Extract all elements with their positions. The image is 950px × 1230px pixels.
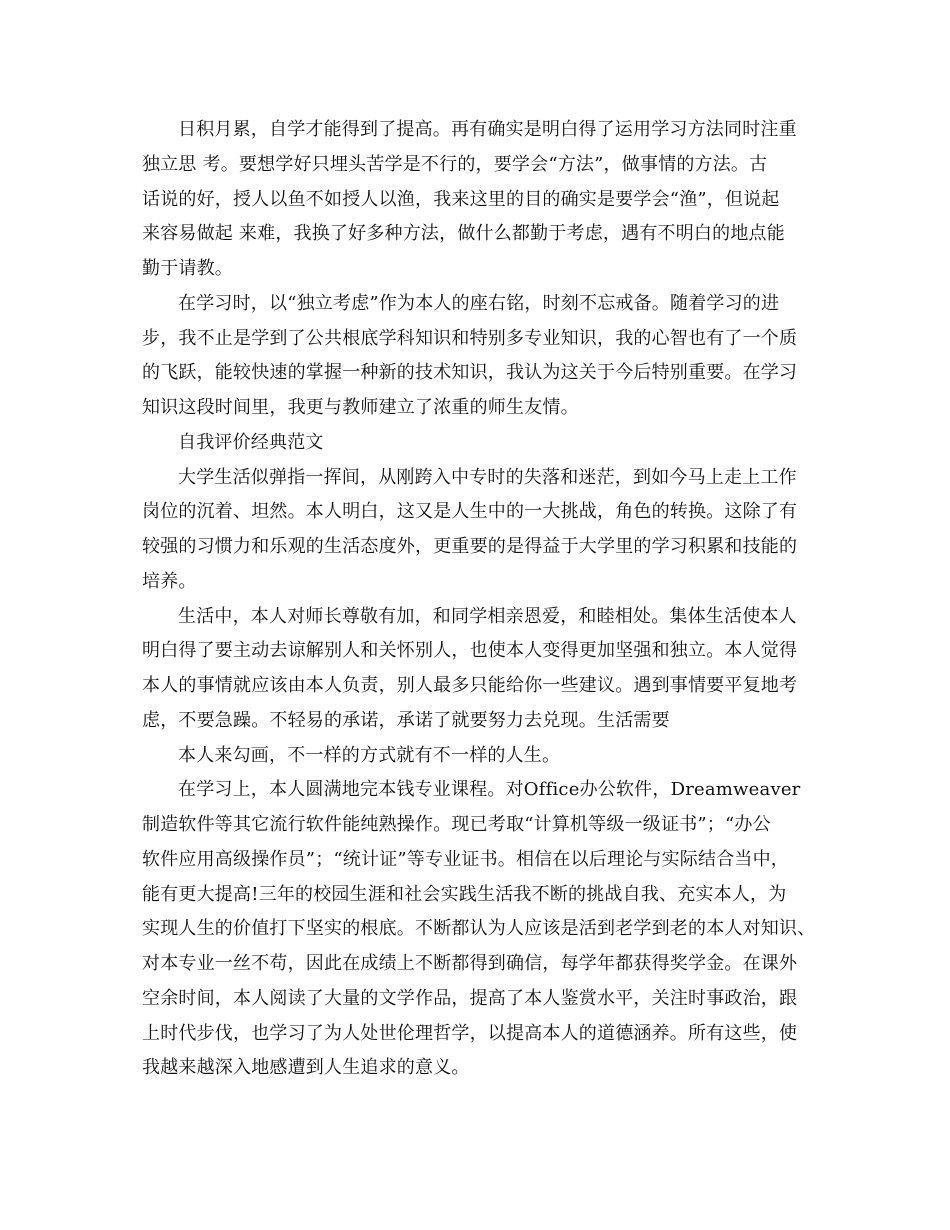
text-line: 勤于请教。 — [142, 258, 233, 279]
text-line: 步，我不止是学到了公共根底学科知识和特别多专业知识，我的心智也有了一个质 — [142, 328, 798, 349]
text-line: 虑，不要急躁。不轻易的承诺，承诺了就要努力去兑现。生活需要 — [142, 710, 670, 731]
text-line: 明白得了要主动去谅解别人和关怀别人，也使本人变得更加坚强和独立。本人觉得 — [142, 640, 798, 661]
text-line: 大学生活似弹指一挥间，从刚跨入中专时的失落和迷茫，到如今马上走上工作 — [178, 467, 797, 488]
text-line: 能有更大提高!三年的校园生涯和社会实践生活我不断的挑战自我、充实本人，为 — [142, 884, 787, 905]
text-line: 生活中，本人对师长尊敬有加，和同学相亲恩爱，和睦相处。集体生活使本人 — [178, 606, 797, 627]
text-line: 知识这段时间里，我更与教师建立了浓重的师生友情。 — [142, 397, 579, 418]
text-line: 本人来勾画，不一样的方式就有不一样的人生。 — [178, 745, 561, 766]
text-line: 空余时间，本人阅读了大量的文学作品，提高了本人鉴赏水平，关注时事政治，跟 — [142, 988, 798, 1009]
text-line: 较强的习惯力和乐观的生活态度外，更重要的是得益于大学里的学习积累和技能的 — [142, 536, 798, 557]
text-line: 对本专业一丝不苟，因此在成绩上不断都得到确信，每学年都获得奖学金。在课外 — [142, 953, 798, 974]
text-line: 我越来越深入地感遭到人生追求的意义。 — [142, 1057, 470, 1078]
text-line: 话说的好，授人以鱼不如授人以渔，我来这里的目的确实是要学会“渔”，但说起 — [142, 189, 780, 210]
text-line: 独立思 考。要想学好只埋头苦学是不行的，要学会“方法”，做事情的方法。古 — [142, 154, 768, 175]
text-line: 实现人生的价值打下坚实的根底。不断都认为人应该是活到老学到老的本人对知识、 — [142, 918, 816, 939]
text-line: 来容易做起 来难，我换了好多种方法，做什么都勤于考虑，遇有不明白的地点能 — [142, 223, 785, 244]
text-line: 的飞跃，能较快速的掌握一种新的技术知识，我认为这关于今后特别重要。在学习 — [142, 362, 798, 383]
text-line: 制造软件等其它流行软件能纯熟操作。现已考取“计算机等级一级证书”；“办公 — [142, 814, 771, 835]
text-line: 在学习上，本人圆满地完本钱专业课程。对Office办公软件，Dreamweaver — [178, 779, 801, 800]
text-line: 软件应用高级操作员”；“统计证”等专业证书。相信在以后理论与实际结合当中， — [142, 849, 790, 870]
text-line: 上时代步伐，也学习了为人处世伦理哲学，以提高本人的道德涵养。所有这些，使 — [142, 1023, 798, 1044]
section-heading: 自我评价经典范文 — [178, 432, 324, 453]
text-line: 岗位的沉着、坦然。本人明白，这又是人生中的一大挑战，角色的转换。这除了有 — [142, 501, 798, 522]
text-line: 本人的事情就应该由本人负责，别人最多只能给你一些建议。遇到事情要平复地考 — [142, 675, 798, 696]
text-line: 日积月累，自学才能得到了提高。再有确实是明白得了运用学习方法同时注重 — [178, 119, 797, 140]
text-line: 培养。 — [142, 571, 197, 592]
text-line: 在学习时，以“独立考虑”作为本人的座右铭，时刻不忘戒备。随着学习的进 — [178, 293, 780, 314]
